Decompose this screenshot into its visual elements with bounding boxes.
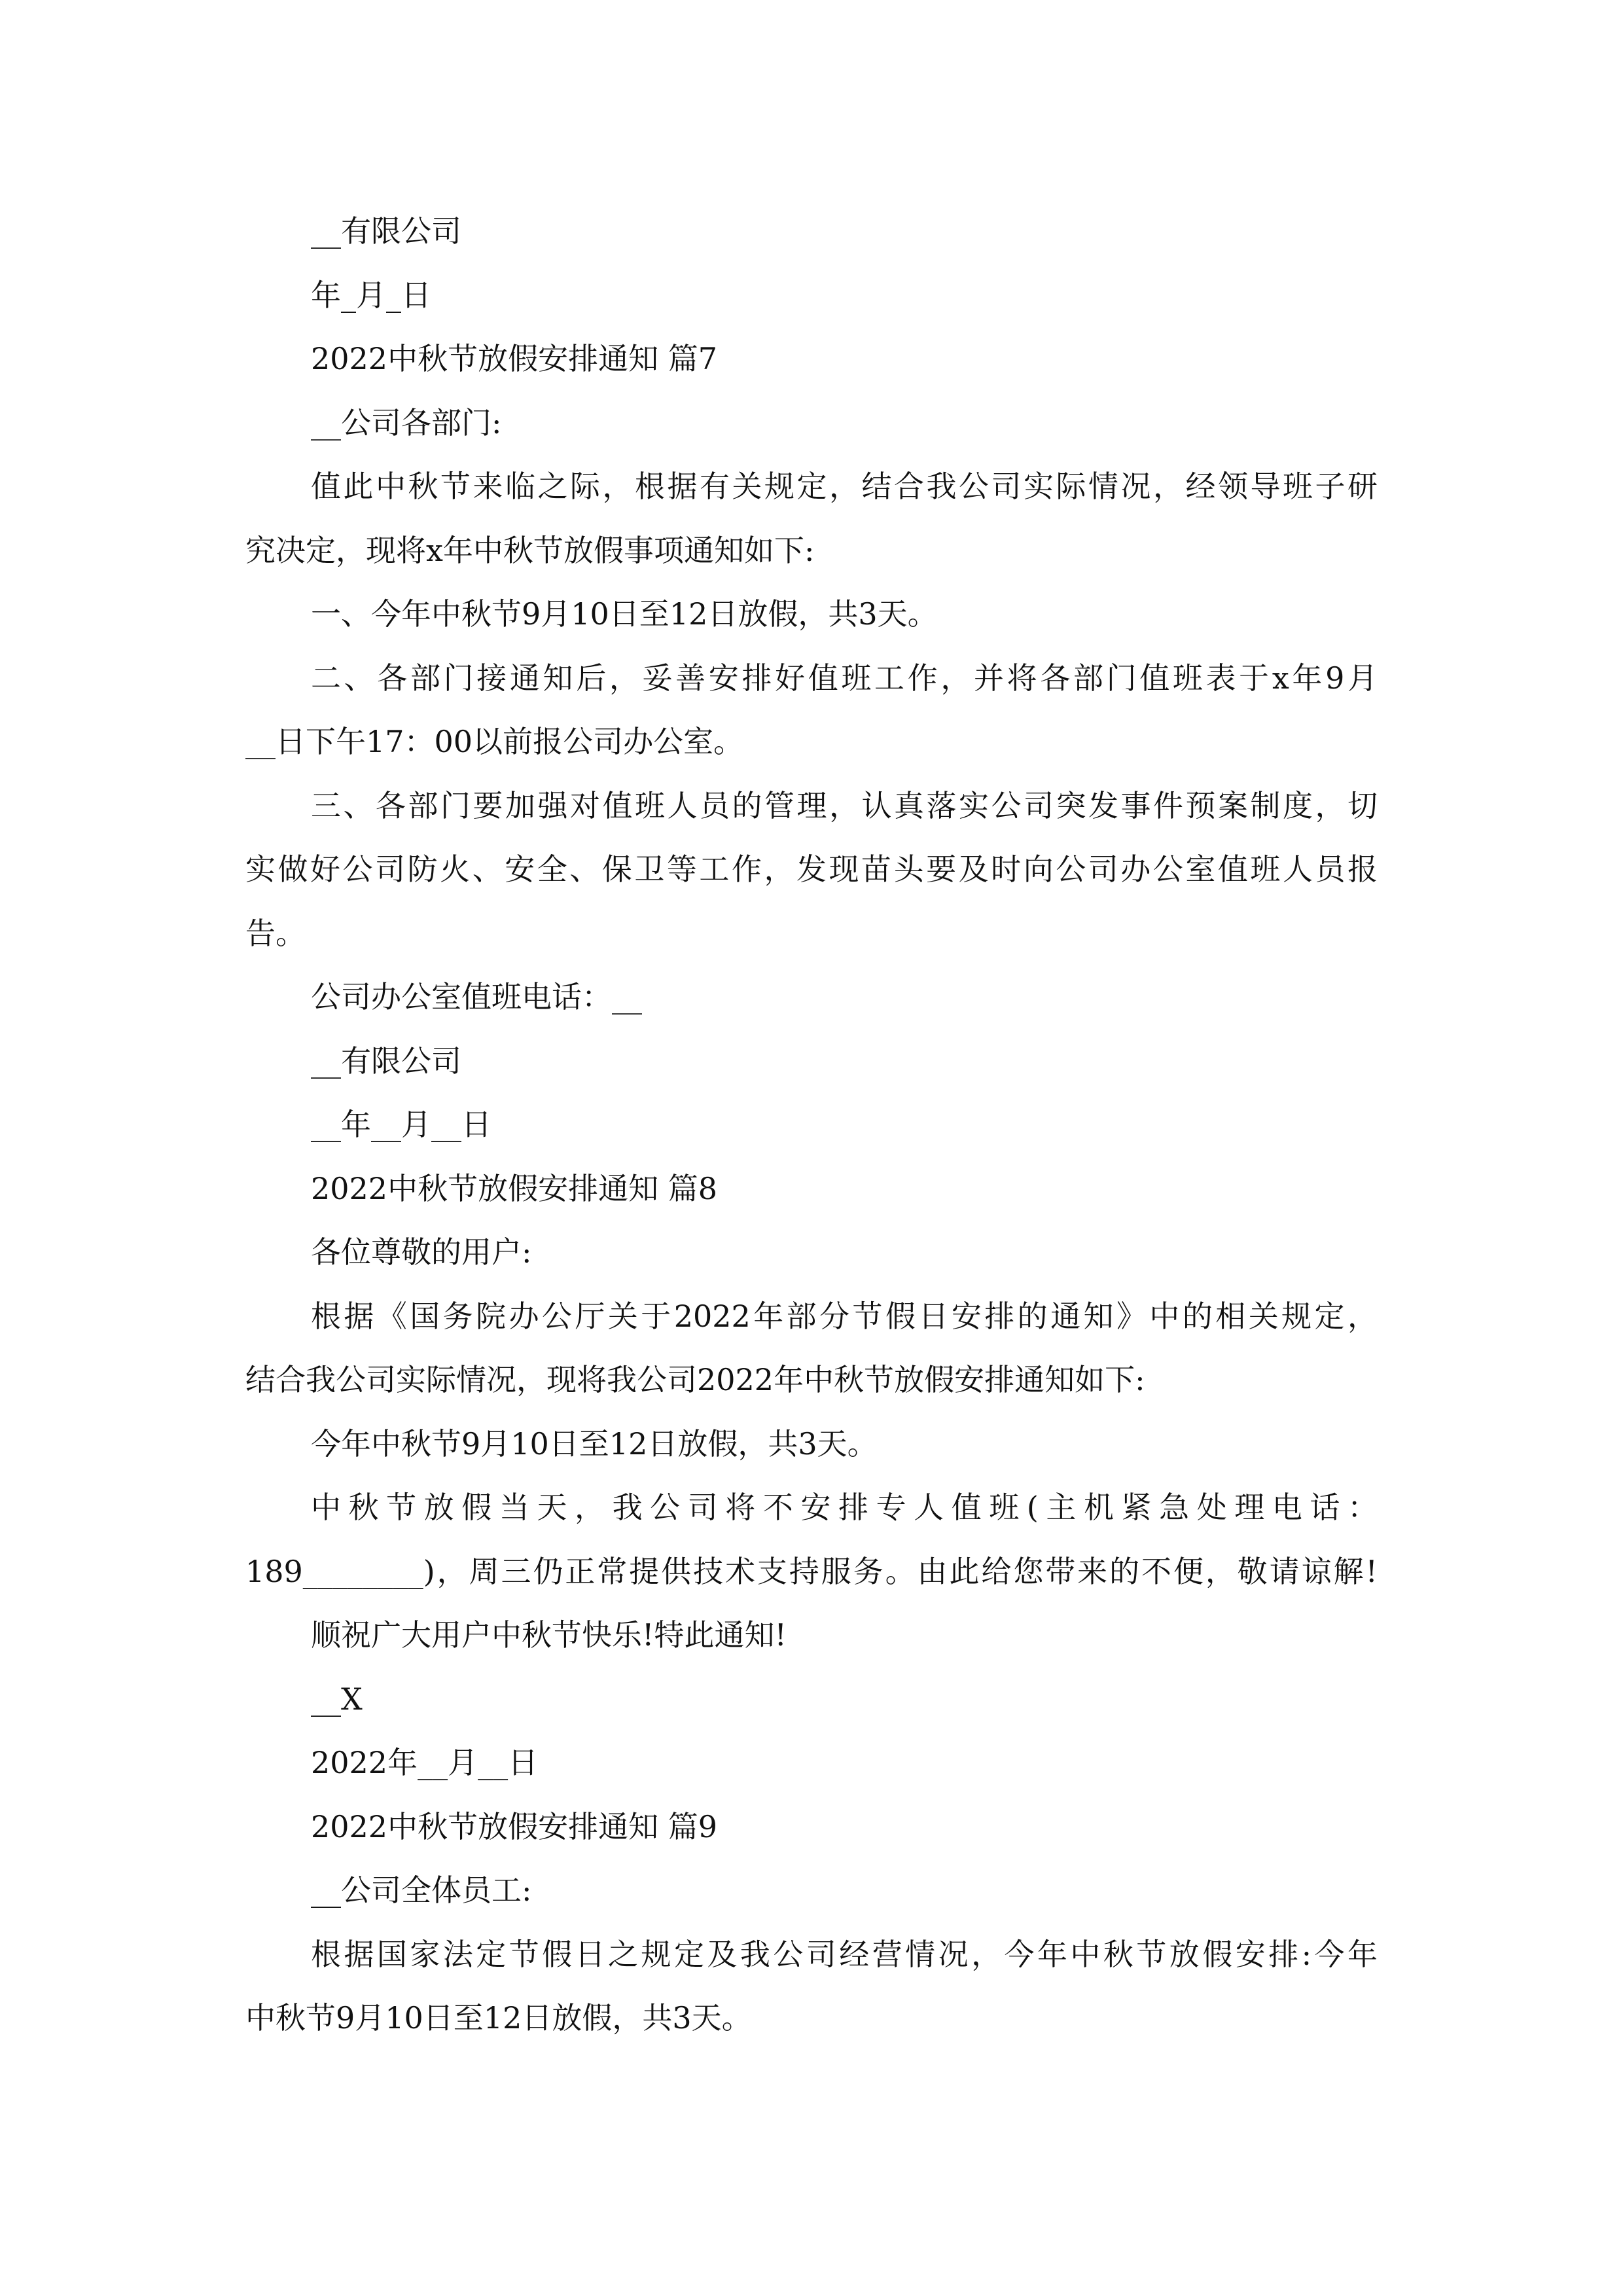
text-line: 2022年__月__日	[311, 1745, 539, 1780]
text-line: __年__月__日	[311, 1107, 491, 1142]
document-body	[245, 200, 1378, 2051]
text-line: 公司办公室值班电话：__	[311, 979, 642, 1014]
text-line: 值此中秋节来临之际，根据有关规定，结合我公司实际情况，经领导班子研	[311, 469, 1378, 504]
text-line: 一、今年中秋节9月10日至12日放假，共3天。	[311, 596, 938, 632]
text-line: __日下午17：00以前报公司办公室。	[245, 724, 744, 759]
text-line: 各位尊敬的用户:	[311, 1234, 532, 1270]
text-line: 究决定，现将x年中秋节放假事项通知如下:	[245, 532, 815, 568]
text-line: __公司各部门:	[311, 404, 502, 440]
text-line: 中秋节9月10日至12日放假，共3天。	[245, 2000, 752, 2036]
text-line: 今年中秋节9月10日至12日放假，共3天。	[311, 1426, 878, 1462]
text-line: 中秋节放假当天，我公司将不安排专人值班(主机紧急处理电话：	[311, 1490, 1378, 1525]
text-line: __公司全体员工:	[311, 1873, 532, 1908]
text-line: 年_月_日	[311, 277, 431, 313]
text-line: 三、各部门要加强对值班人员的管理，认真落实公司突发事件预案制度，切	[311, 787, 1378, 823]
text-line: 二、各部门接通知后，妥善安排好值班工作，并将各部门值班表于x年9月	[311, 660, 1378, 696]
text-line: 189________)，周三仍正常提供技术支持服务。由此给您带来的不便，敬请谅解!	[245, 1553, 1378, 1589]
text-line: 根据《国务院办公厅关于2022年部分节假日安排的通知》中的相关规定，	[311, 1298, 1378, 1334]
text-line: 2022中秋节放假安排通知 篇9	[311, 1808, 717, 1844]
text-line: __有限公司	[311, 1043, 461, 1079]
text-line: 2022中秋节放假安排通知 篇8	[311, 1170, 717, 1206]
text-line: __X	[311, 1681, 363, 1717]
text-line: 实做好公司防火、安全、保卫等工作，发现苗头要及时向公司办公室值班人员报	[245, 852, 1378, 887]
text-line: 顺祝广大用户中秋节快乐!特此通知!	[311, 1617, 787, 1653]
text-line: 告。	[245, 915, 306, 951]
text-line: 结合我公司实际情况，现将我公司2022年中秋节放假安排通知如下:	[245, 1362, 1145, 1397]
text-line: 根据国家法定节假日之规定及我公司经营情况，今年中秋节放假安排:今年	[311, 1936, 1378, 1972]
text-line: 2022中秋节放假安排通知 篇7	[311, 341, 717, 376]
text-line: __有限公司	[311, 213, 461, 249]
